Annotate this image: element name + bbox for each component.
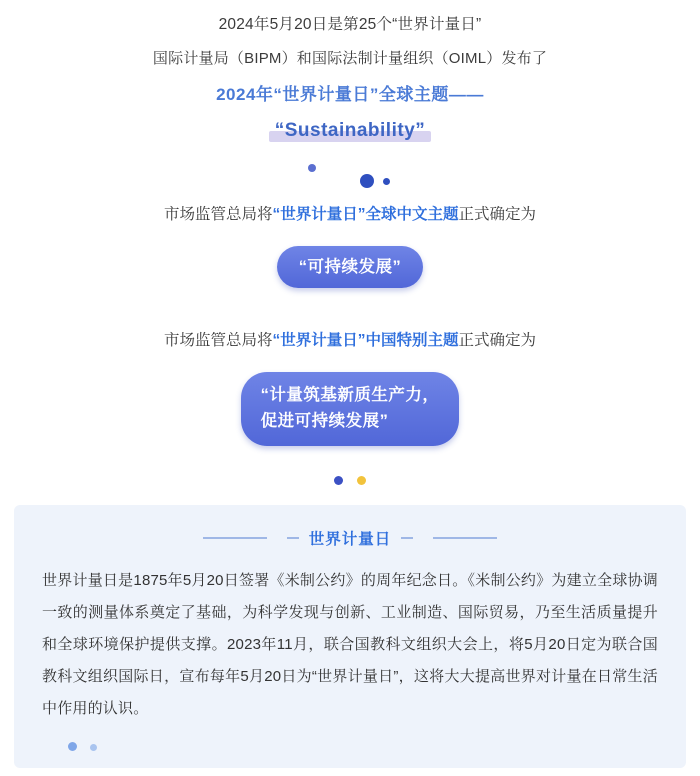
sustainability-text: “Sustainability” (274, 120, 426, 141)
spacer (0, 288, 700, 326)
dot-icon (68, 742, 77, 751)
caption-prefix: 市场监管总局将 (163, 332, 273, 349)
divider-line-right (433, 537, 497, 539)
special-theme-pill-line-1: “计量筑基新质生产力， (260, 386, 440, 404)
info-card-header (42, 527, 658, 549)
decorative-dots (0, 156, 700, 200)
special-theme-section (0, 326, 700, 446)
special-theme-caption (0, 326, 700, 356)
divider-line-left (203, 537, 267, 539)
divider-dash-left (287, 537, 299, 539)
card-footer-dots (42, 742, 658, 752)
info-card (14, 505, 686, 768)
dot-icon (360, 174, 374, 188)
divider-dash-right (401, 537, 413, 539)
chinese-theme-caption (0, 200, 700, 230)
intro-section (0, 0, 700, 142)
info-card-body: 世界计量日是1875年5月20日签署《米制公约》的周年纪念日。《米制公约》为建立全球协调一致的测量体系奠定了基础，为科学发现与创新、工业制造、国际贸易，乃至生活质量提升和全球环境保护提供支撑。2023年11月，联合国教科文组织大会上，将5月20日定为联合国教科文组织国际日，宣布每年5月20日为“世界计量日”，这将大大提高世界对计量在日常生活中作用的认识。 (42, 572, 658, 717)
special-theme-pill-line-2: 促进可持续发展” (260, 412, 389, 430)
dot-icon (90, 744, 97, 751)
dot-icon (308, 164, 316, 172)
intro-line-2: 国际计量局（BIPM）和国际法制计量组织（OIML）发布了 (152, 50, 548, 67)
global-theme-line: 2024年“世界计量日”全球主题—— (216, 85, 484, 104)
sustainability-highlight (275, 120, 426, 142)
mini-dot-row (0, 472, 700, 484)
info-card-title: 世界计量日 (308, 531, 392, 548)
chinese-theme-pill: “可持续发展” (277, 246, 424, 288)
chinese-theme-section (0, 200, 700, 288)
caption-highlight: “世界计量日”中国特别主题 (272, 332, 459, 349)
dot-icon (357, 476, 366, 485)
intro-line-1: 2024年5月20日是第25个“世界计量日” (218, 16, 482, 33)
caption-suffix: 正式确定为 (458, 332, 537, 349)
caption-prefix: 市场监管总局将 (163, 206, 273, 223)
dot-icon (334, 476, 343, 485)
dot-icon (383, 178, 390, 185)
caption-highlight: “世界计量日”全球中文主题 (272, 206, 459, 223)
caption-suffix: 正式确定为 (458, 206, 537, 223)
special-theme-pill (241, 372, 460, 446)
